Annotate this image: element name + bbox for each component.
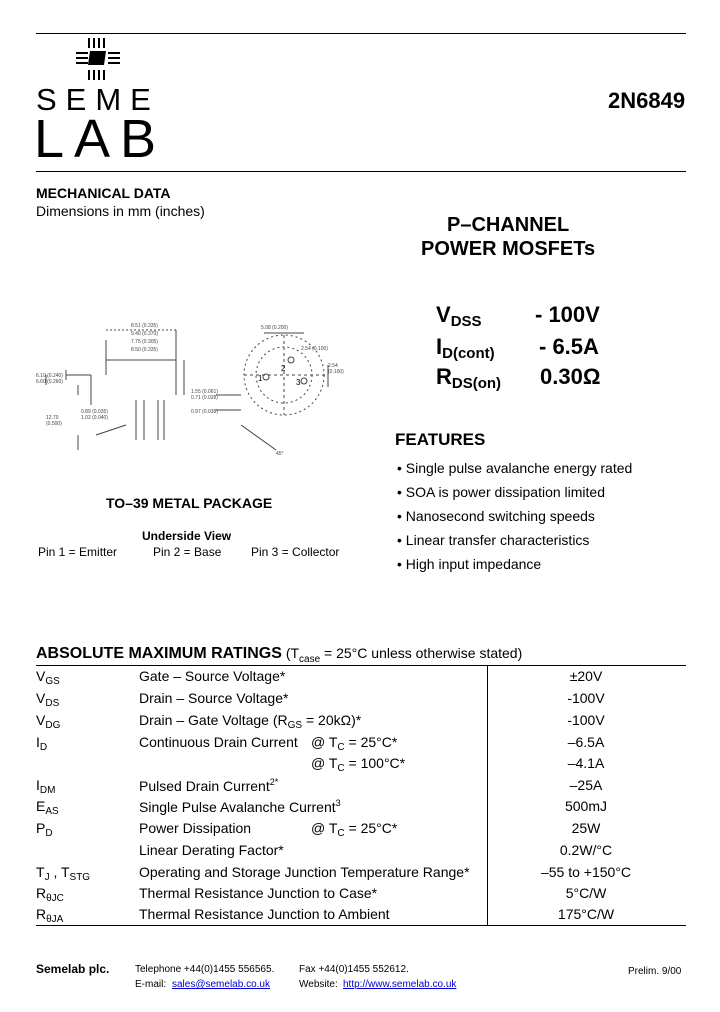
feature-item: • SOA is power dissipation limited [397, 484, 605, 500]
spec-vdss-value: - 100V [535, 302, 600, 327]
svg-text:8.51 (0.335): 8.51 (0.335) [131, 323, 158, 329]
svg-text:6.10 (0.240): 6.10 (0.240) [36, 373, 63, 379]
feature-item: • Single pulse avalanche energy rated [397, 460, 633, 476]
product-line2: POWER MOSFETs [421, 238, 596, 260]
table-row: $V_{DG}$ Drain – Gate Voltage $(R_{GS} = 20k\Omega)*$ -100V [36, 712, 605, 731]
svg-text:9.40 (0.370): 9.40 (0.370) [131, 331, 158, 337]
pin2-label: 2 [281, 364, 286, 373]
svg-text:6.60 (0.260): 6.60 (0.260) [36, 379, 63, 385]
package-label: TO–39 METAL PACKAGE [106, 495, 273, 511]
svg-text:(0.500): (0.500) [46, 421, 62, 427]
semelab-logo-mark-icon [70, 38, 126, 86]
svg-text:0.71 (0.028): 0.71 (0.028) [191, 395, 218, 401]
table-row: $V_{DS}$ Drain – Source Voltage* -100V [36, 690, 605, 709]
footer-prelim: Prelim. 9/00 [628, 966, 682, 977]
feature-item: • High input impedance [397, 556, 542, 572]
footer-email-label: E-mail: [135, 979, 167, 990]
footer-website-link[interactable]: http://www.semelab.co.uk [343, 979, 457, 990]
table-row: $E_{AS}$ Single Pulse Avalanche Current$^3$ 500mJ [36, 798, 608, 817]
svg-text:1.55 (0.061): 1.55 (0.061) [191, 389, 218, 395]
table-row: @ $T_C = 100^\circ C*$ –4.1A [311, 755, 605, 774]
spec-id-value: - 6.5A [539, 334, 599, 359]
ratings-top-rule [36, 665, 686, 666]
table-row: Linear Derating Factor* 0.2W/°C [139, 842, 613, 858]
header-rule [36, 171, 686, 172]
svg-text:(0.100): (0.100) [328, 369, 344, 375]
spec-vdss-symbol: $V_{DSS}$ [436, 302, 482, 330]
top-rule [36, 33, 686, 34]
part-number: 2N6849 [608, 88, 686, 113]
to39-package-drawing [36, 315, 344, 465]
underside-label: Underside View [142, 529, 232, 543]
table-row: $R_{\theta JA}$ Thermal Resistance Junction to Ambient 175°C/W [36, 906, 615, 925]
svg-text:5.08 (0.200): 5.08 (0.200) [261, 325, 288, 331]
table-row: $T_J$ , $T_{STG}$ Operating and Storage Junction Temperature Range* –55 to +150°C [36, 864, 632, 883]
spec-rds-value: 0.30Ω [540, 364, 601, 389]
mechanical-title: MECHANICAL DATA [36, 185, 171, 201]
svg-text:2.54: 2.54 [328, 363, 338, 369]
logo-lab: LAB [34, 109, 167, 169]
svg-text:45°: 45° [276, 451, 284, 457]
spec-id-symbol: $I_{D(cont)}$ [436, 334, 495, 362]
svg-text:12.70: 12.70 [46, 415, 59, 421]
feature-item: • Linear transfer characteristics [397, 532, 590, 548]
mechanical-subtitle: Dimensions in mm (inches) [36, 203, 205, 219]
pin-1-label: Pin 1 = Emitter [38, 545, 118, 559]
pin3-label: 3 [296, 378, 301, 387]
svg-text:0.89 (0.035): 0.89 (0.035) [81, 409, 108, 415]
footer-fax: Fax +44(0)1455 552612. [299, 964, 409, 975]
footer-company: Semelab plc. [36, 962, 110, 976]
pin-2-label: Pin 2 = Base [153, 545, 222, 559]
table-row: $I_{DM}$ Pulsed Drain Current$^{2*}$ –25A [36, 777, 603, 796]
table-row: $R_{\theta JC}$ Thermal Resistance Junction to Case* 5°C/W [36, 885, 607, 904]
footer-telephone: Telephone +44(0)1455 556565. [135, 964, 275, 975]
feature-item: • Nanosecond switching speeds [397, 508, 595, 524]
product-line1: P–CHANNEL [447, 214, 570, 236]
svg-text:2.54 (0.100): 2.54 (0.100) [301, 346, 328, 352]
pin1-label: 1 [258, 374, 263, 383]
svg-text:1.02 (0.040): 1.02 (0.040) [81, 415, 108, 421]
table-row: $V_{GS}$ Gate – Source Voltage* ±20V [36, 668, 603, 687]
svg-text:0.97 (0.038): 0.97 (0.038) [191, 409, 218, 415]
table-row: $P_D$ Power Dissipation @ $T_C = 25^\circ C*$ 25W [36, 820, 601, 839]
svg-text:8.50 (0.335): 8.50 (0.335) [131, 347, 158, 353]
logo-seme: SEME [36, 82, 160, 117]
features-title: FEATURES [395, 430, 486, 449]
table-row: $I_D$ Continuous Drain Current @ $T_C = 25^\circ C*$ –6.5A [36, 734, 605, 753]
svg-text:7.75 (0.305): 7.75 (0.305) [131, 339, 158, 345]
spec-rds-symbol: $R_{DS(on)}$ [436, 364, 502, 392]
ratings-heading: ABSOLUTE MAXIMUM RATINGS ($T_{case} = 25^\circ C$ unless otherwise stated) [36, 645, 523, 665]
pin-3-label: Pin 3 = Collector [251, 545, 340, 559]
footer-email-link[interactable]: sales@semelab.co.uk [172, 979, 270, 990]
footer-website-label: Website: [299, 979, 338, 990]
